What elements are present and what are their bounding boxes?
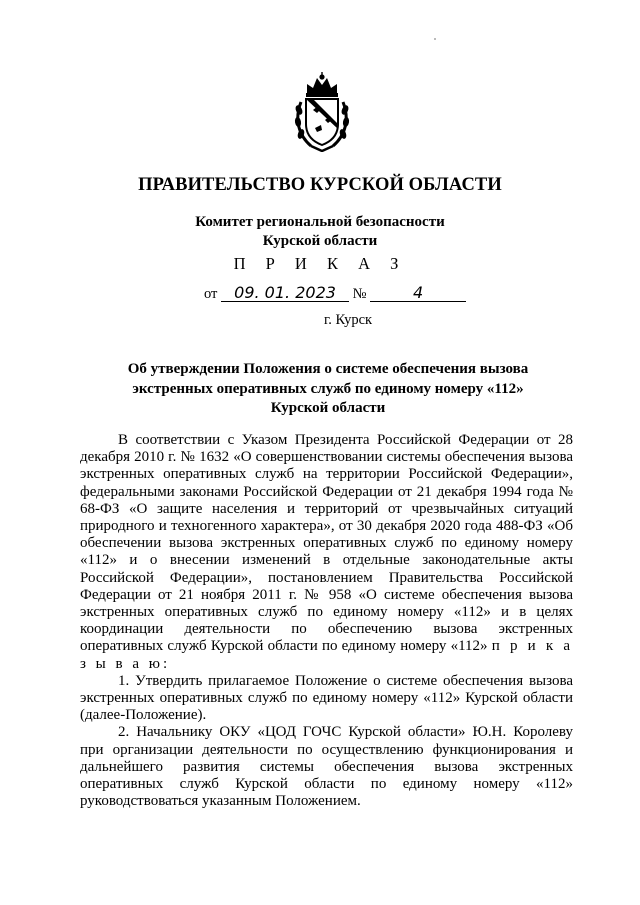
city-name: г. Курск bbox=[323, 312, 373, 328]
committee-name-line1: Комитет региональной безопасности bbox=[195, 214, 445, 230]
committee-name bbox=[0, 213, 640, 251]
order-item-2: 2. Начальнику ОКУ «ЦОД ГОЧС Курской области» Ю.Н. Королеву при организации деятельности по осуществлению функционирования и дальнейшего развития системы обеспечения вызова экстренных оперативных служб Курской области по единому номеру «112» руководствоваться указанным Положением. bbox=[80, 724, 573, 810]
document-body bbox=[80, 432, 573, 810]
scan-speck bbox=[434, 38, 436, 40]
handwritten-date: 09. 01. 2023 bbox=[221, 284, 349, 302]
preamble-text: В соответствии с Указом Президента Российской Федерации от 28 декабря 2010 г. № 1632 «О совершенствовании системы обеспечения вызова экстренных оперативных служб на территории Российской Федерации», федеральными законами Российской Федерации от 21 декабря 1994 года № 68-ФЗ «О защите населения и территорий от чрезвычайных ситуаций природного и техногенного характера», от 30 декабря 2020 года 488-ФЗ «Об обеспечении вызова экстренных оперативных служб по единому номеру «112» и о внесении изменений в отдельные законодательные акты Российской Федерации», постановлением Правительства Российской Федерации от 21 ноября 2011 г. № 958 «О системе обеспечения вызова экстренных оперативных служб по единому номеру «112» и в целях координации деятельности по обеспечению вызова экстренных оперативных служб Курской области по единому номеру «112» bbox=[80, 432, 573, 655]
date-number-line bbox=[204, 284, 466, 303]
number-prefix: № bbox=[352, 286, 367, 302]
preamble-paragraph bbox=[80, 432, 573, 673]
order-word: п р и к а з ы в а ю: bbox=[80, 638, 574, 672]
document-title-line3: Курской области bbox=[270, 400, 386, 416]
order-item-1: 1. Утвердить прилагаемое Положение о системе обеспечения вызова экстренных оперативных служб по единому номеру «112» Курской области (далее-Положение). bbox=[80, 672, 573, 724]
document-type: П Р И К А З bbox=[233, 254, 407, 273]
document-title-line1: Об утверждении Положения о системе обеспечения вызова bbox=[127, 361, 529, 377]
kursk-coat-of-arms-icon bbox=[293, 72, 351, 152]
committee-name-line2: Курской области bbox=[262, 233, 378, 249]
document-title-line2: экстренных оперативных служб по единому номеру «112» bbox=[132, 380, 524, 397]
date-prefix: от bbox=[204, 286, 218, 302]
government-title: ПРАВИТЕЛЬСТВО КУРСКОЙ ОБЛАСТИ bbox=[138, 175, 502, 195]
document-title bbox=[118, 360, 538, 419]
handwritten-number: 4 bbox=[370, 284, 466, 302]
